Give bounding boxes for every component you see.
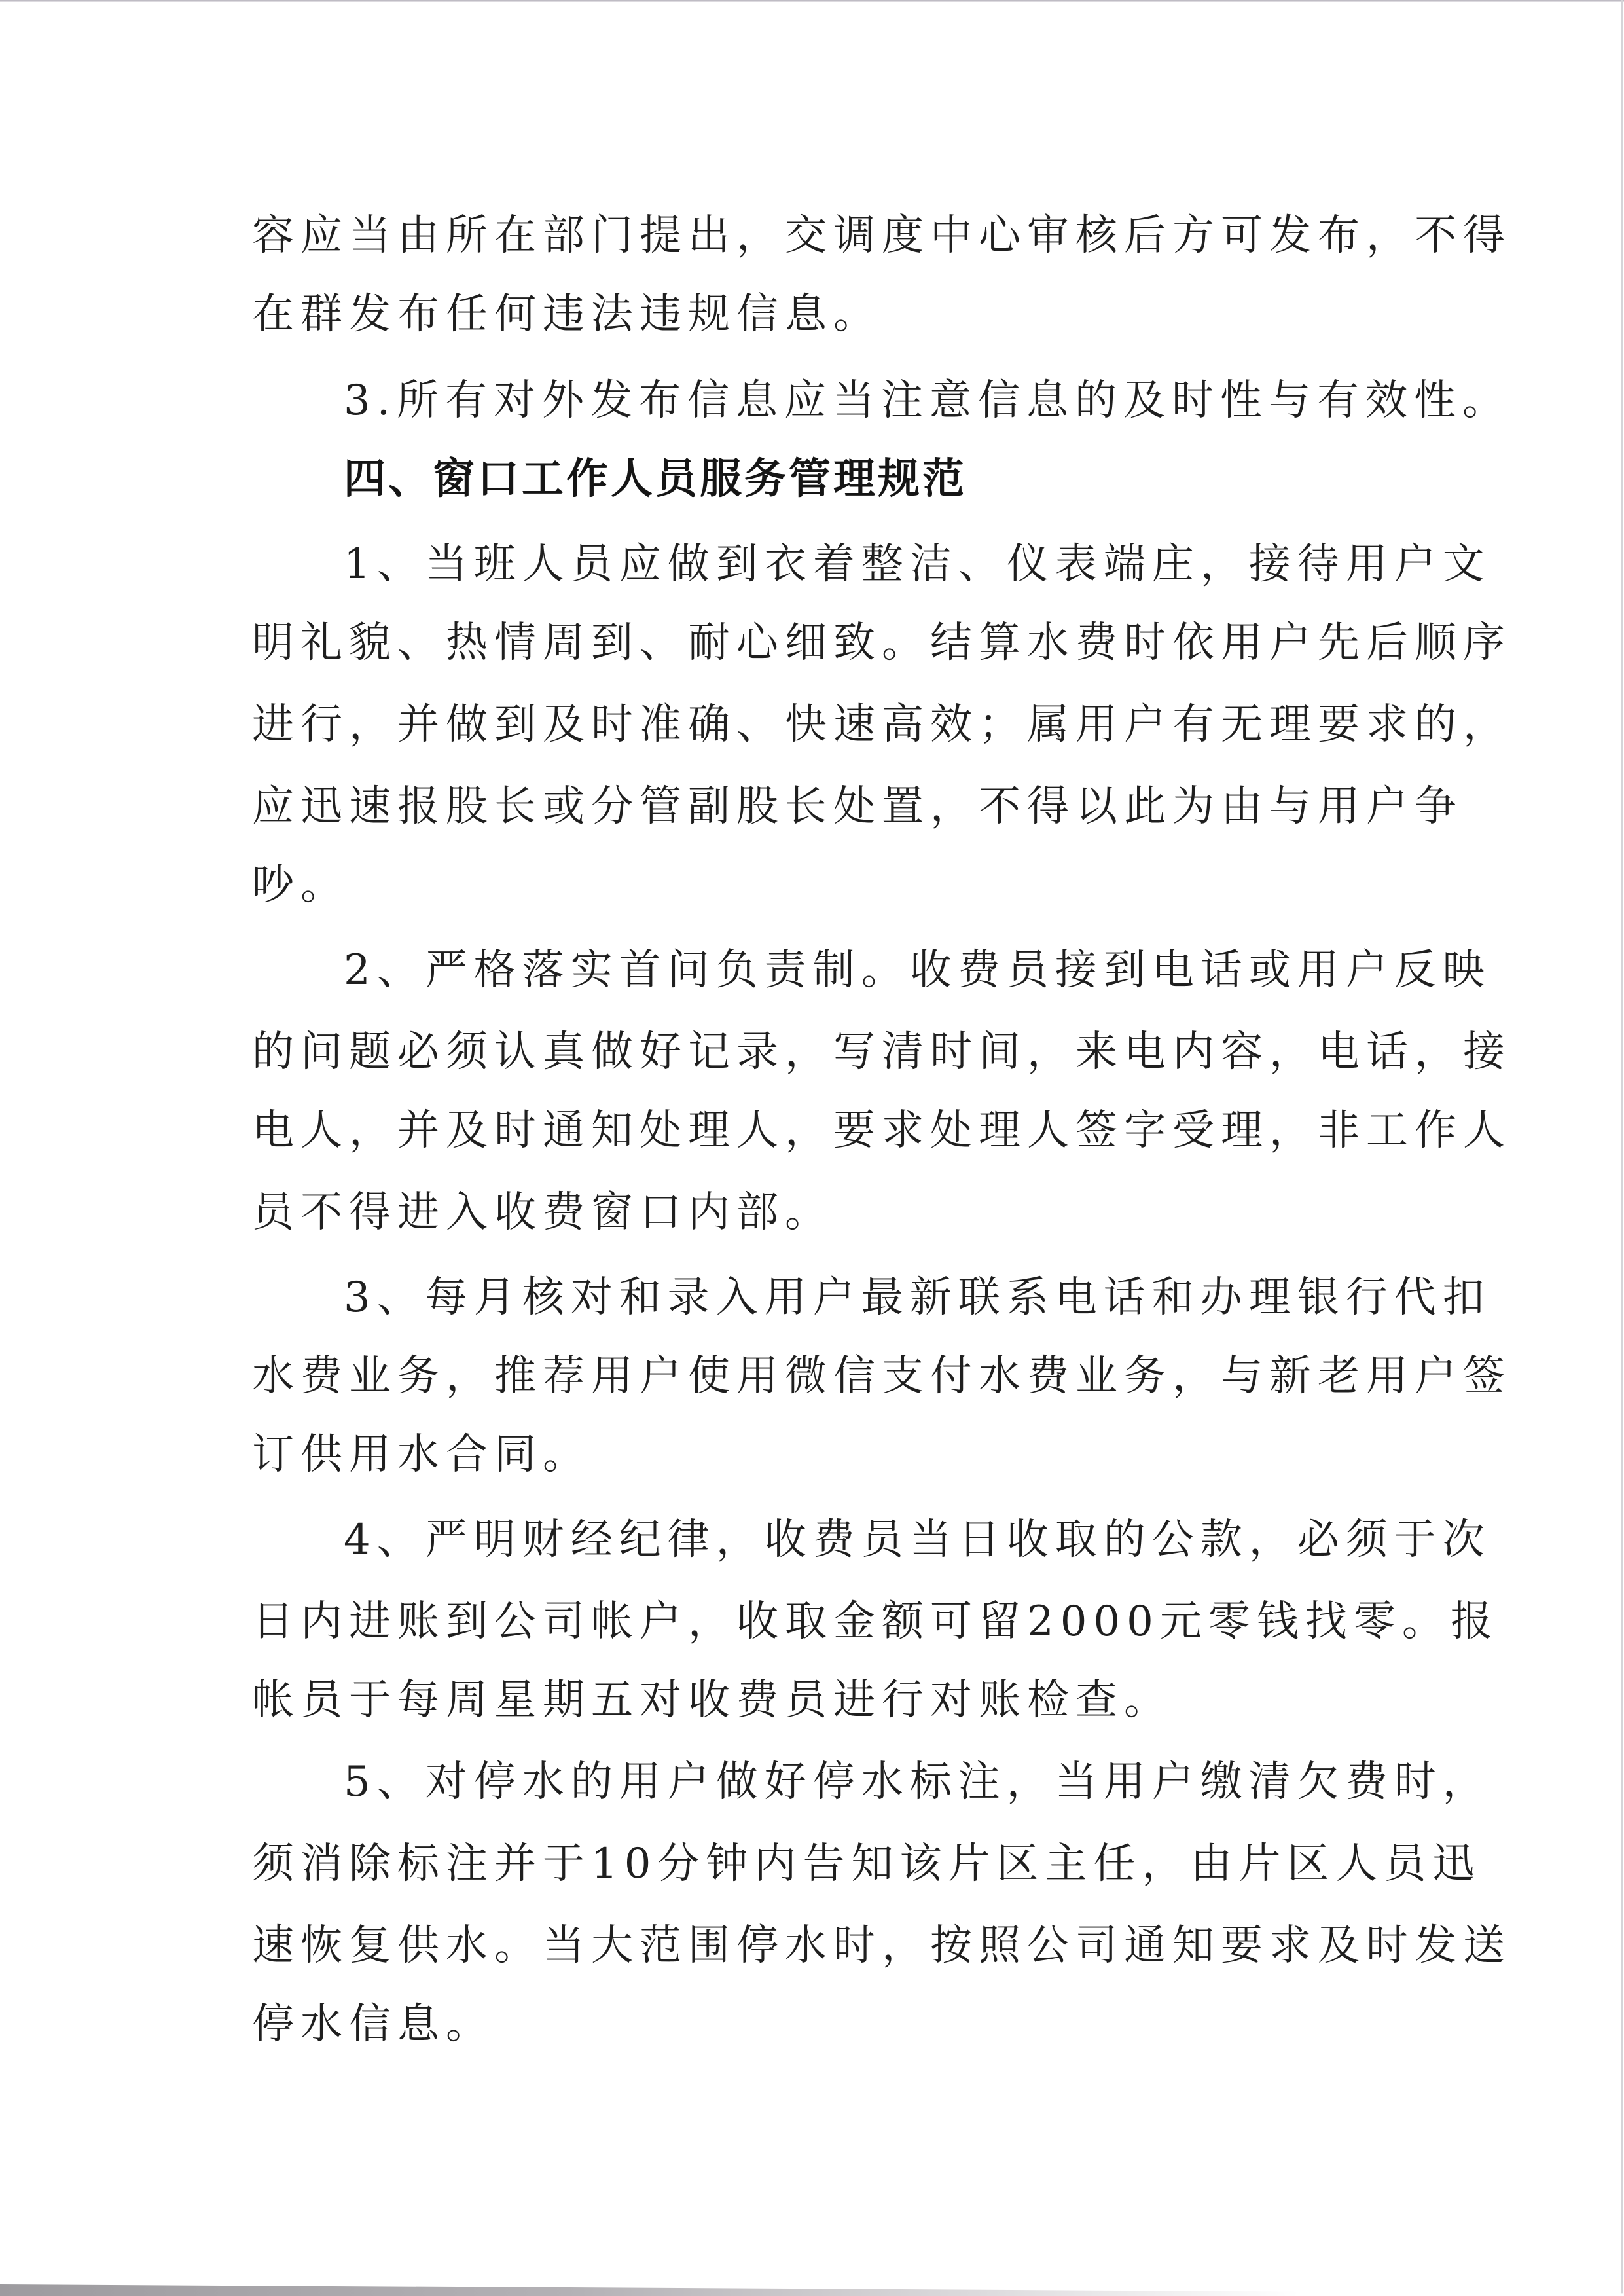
paragraph-line: 2、严格落实首问负责制。收费员接到电话或用户反映 [344, 946, 1491, 994]
paragraph-line: 容应当由所在部门提出，交调度中心审核后方可发布，不得 [252, 211, 1511, 260]
paragraph-line: 明礼貌、热情周到、耐心细致。结算水费时依用户先后顺序 [252, 619, 1511, 667]
paragraph-line: 进行，并做到及时准确、快速高效；属用户有无理要求的， [252, 701, 1511, 749]
paragraph-line: 3.所有对外发布信息应当注意信息的及时性与有效性。 [344, 376, 1511, 425]
paragraph-line: 1、当班人员应做到衣着整洁、仪表端庄，接待用户文 [344, 540, 1491, 589]
paragraph-line: 日内进账到公司帐户，收取金额可留2000元零钱找零。报 [252, 1597, 1499, 1646]
paragraph-line: 应迅速报股长或分管副股长处置，不得以此为由与用户争 [252, 782, 1463, 831]
section-heading: 四、窗口工作人员服务管理规范 [344, 455, 967, 503]
paragraph-line: 在群发布任何违法违规信息。 [252, 290, 882, 338]
scan-bottom-shadow [0, 2284, 1624, 2296]
scan-top-edge [0, 0, 1624, 2]
paragraph-line: 帐员于每周星期五对收费员进行对账检查。 [252, 1676, 1172, 1724]
paragraph-line: 电人，并及时通知处理人，要求处理人签字受理，非工作人 [252, 1106, 1511, 1155]
paragraph-line: 的问题必须认真做好记录，写清时间，来电内容，电话，接 [252, 1028, 1511, 1076]
scan-right-edge [1621, 0, 1623, 2296]
paragraph-line: 5、对停水的用户做好停水标注，当用户缴清欠费时， [344, 1758, 1491, 1806]
paragraph-line: 速恢复供水。当大范围停水时，按照公司通知要求及时发送 [252, 1922, 1511, 1970]
paragraph-line: 须消除标注并于10分钟内告知该片区主任，由片区人员迅 [252, 1840, 1481, 1888]
paragraph-line: 4、严明财经纪律，收费员当日收取的公款，必须于次 [344, 1516, 1491, 1564]
paragraph-line: 水费业务，推荐用户使用微信支付水费业务，与新老用户签 [252, 1352, 1511, 1400]
paragraph-line: 订供用水合同。 [252, 1430, 591, 1479]
paragraph-line: 吵。 [252, 861, 349, 909]
paragraph-line: 3、每月核对和录入用户最新联系电话和办理银行代扣 [344, 1273, 1491, 1322]
paragraph-line: 停水信息。 [252, 2000, 494, 2049]
paragraph-line: 员不得进入收费窗口内部。 [252, 1188, 833, 1237]
